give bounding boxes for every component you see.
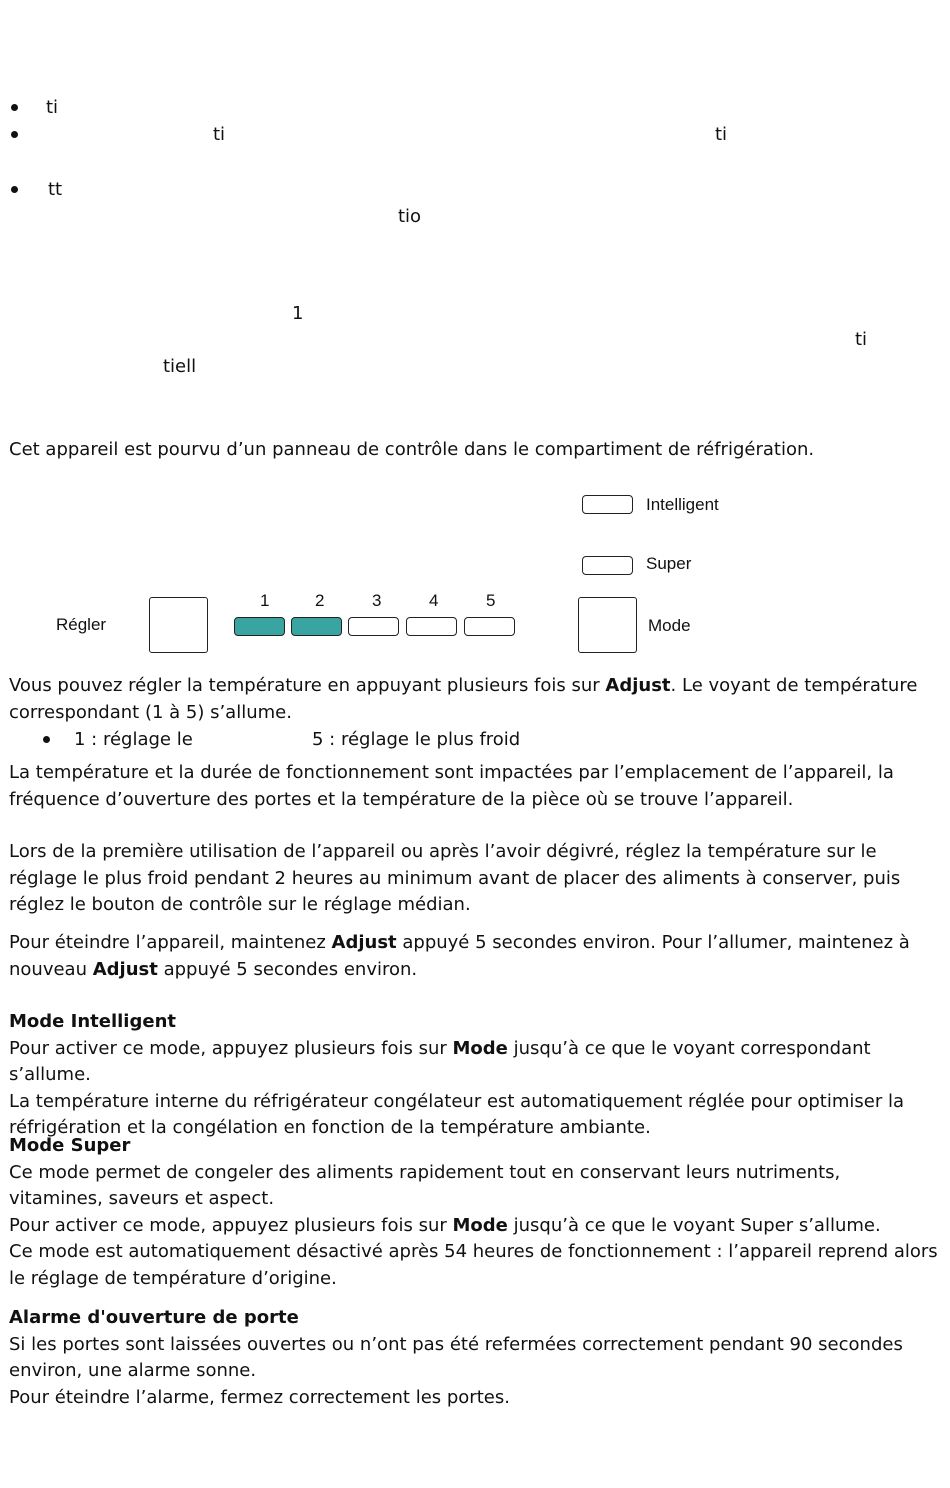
level-indicator-5 bbox=[464, 617, 515, 636]
mode-label: Mode bbox=[648, 616, 691, 635]
bullet-dot bbox=[11, 104, 18, 111]
first-use-paragraph: Lors de la première utilisation de l’appareil ou après l’avoir dégivré, réglez la température sur le réglage le plus froid pendant 2 heures au minimum avant de placer des aliments à conserver, puis réglez le bouton de contrôle sur le réglage médian. bbox=[9, 841, 901, 915]
level-number: 3 bbox=[372, 591, 382, 610]
text-fragment: ti bbox=[46, 97, 59, 118]
section-heading: Mode Super bbox=[9, 1135, 131, 1156]
text-fragment: ti bbox=[715, 124, 728, 145]
text-fragment: ti bbox=[855, 329, 868, 350]
level-bullet-text: 1 : réglage le bbox=[74, 729, 193, 750]
text-fragment: tiell bbox=[163, 356, 197, 377]
bullet-dot bbox=[11, 131, 18, 138]
adjust-label: Régler bbox=[56, 615, 107, 634]
mode-button bbox=[578, 597, 637, 653]
adjust-paragraph: Vous pouvez régler la température en appuyant plusieurs fois sur Adjust. Le voyant de température correspondant (1 à 5) s’allume. bbox=[9, 675, 918, 723]
level-bullet-text: 5 : réglage le plus froid bbox=[312, 729, 521, 750]
super-section: Mode Super Ce mode permet de congeler des aliments rapidement tout en conservant leurs nutriments, vitamines, saveurs et aspect. Pour activer ce mode, appuyez plusieurs fois sur Mode jusqu’à ce que le voyant Super s’allume. Ce mode est automatiquement désactivé après 54 heures de fonctionnement : l’appareil reprend alors le réglage de température d’origine. bbox=[9, 1135, 938, 1289]
level-number: 4 bbox=[429, 591, 439, 610]
level-indicator-4 bbox=[406, 617, 457, 636]
text-fragment: tt bbox=[48, 179, 63, 200]
super-label: Super bbox=[646, 554, 692, 573]
level-number: 2 bbox=[315, 591, 325, 610]
temperature-impact-paragraph: La température et la durée de fonctionnement sont impactées par l’emplacement de l’appareil, la fréquence d’ouverture des portes et la température de la pièce où se trouve l’appareil. bbox=[9, 762, 894, 810]
text-fragment: 1 bbox=[292, 303, 304, 324]
intelligent-section: Mode Intelligent Pour activer ce mode, appuyez plusieurs fois sur Mode jusqu’à ce que le voyant correspondant s’allume. La température interne du réfrigérateur congélateur est automatiquement réglée pour optimiser la réfrigération et la congélation en fonction de la température ambiante. bbox=[9, 1009, 939, 1142]
text-fragment: tio bbox=[398, 206, 422, 227]
intro-text: Cet appareil est pourvu d’un panneau de contrôle dans le compartiment de réfrigération. bbox=[9, 439, 815, 460]
level-number: 5 bbox=[486, 591, 496, 610]
section-heading: Mode Intelligent bbox=[9, 1011, 176, 1032]
intelligent-indicator bbox=[582, 495, 633, 514]
intelligent-label: Intelligent bbox=[646, 495, 719, 514]
level-indicator-2 bbox=[291, 617, 342, 636]
bullet-dot bbox=[43, 736, 50, 743]
section-heading: Alarme d'ouverture de porte bbox=[9, 1307, 299, 1328]
super-indicator bbox=[582, 556, 633, 575]
text-fragment: ti bbox=[213, 124, 226, 145]
adjust-button bbox=[149, 597, 208, 653]
bullet-dot bbox=[11, 186, 18, 193]
power-paragraph: Pour éteindre l’appareil, maintenez Adjust appuyé 5 secondes environ. Pour l’allumer, maintenez à nouveau Adjust appuyé 5 secondes environ. bbox=[9, 932, 910, 980]
alarm-section: Alarme d'ouverture de porte Si les portes sont laissées ouvertes ou n’ont pas été refermées correctement pendant 90 secondes environ, une alarme sonne. Pour éteindre l’alarme, fermez correctement les portes. bbox=[9, 1305, 939, 1411]
level-indicator-3 bbox=[348, 617, 399, 636]
level-number: 1 bbox=[260, 591, 270, 610]
level-indicator-1 bbox=[234, 617, 285, 636]
